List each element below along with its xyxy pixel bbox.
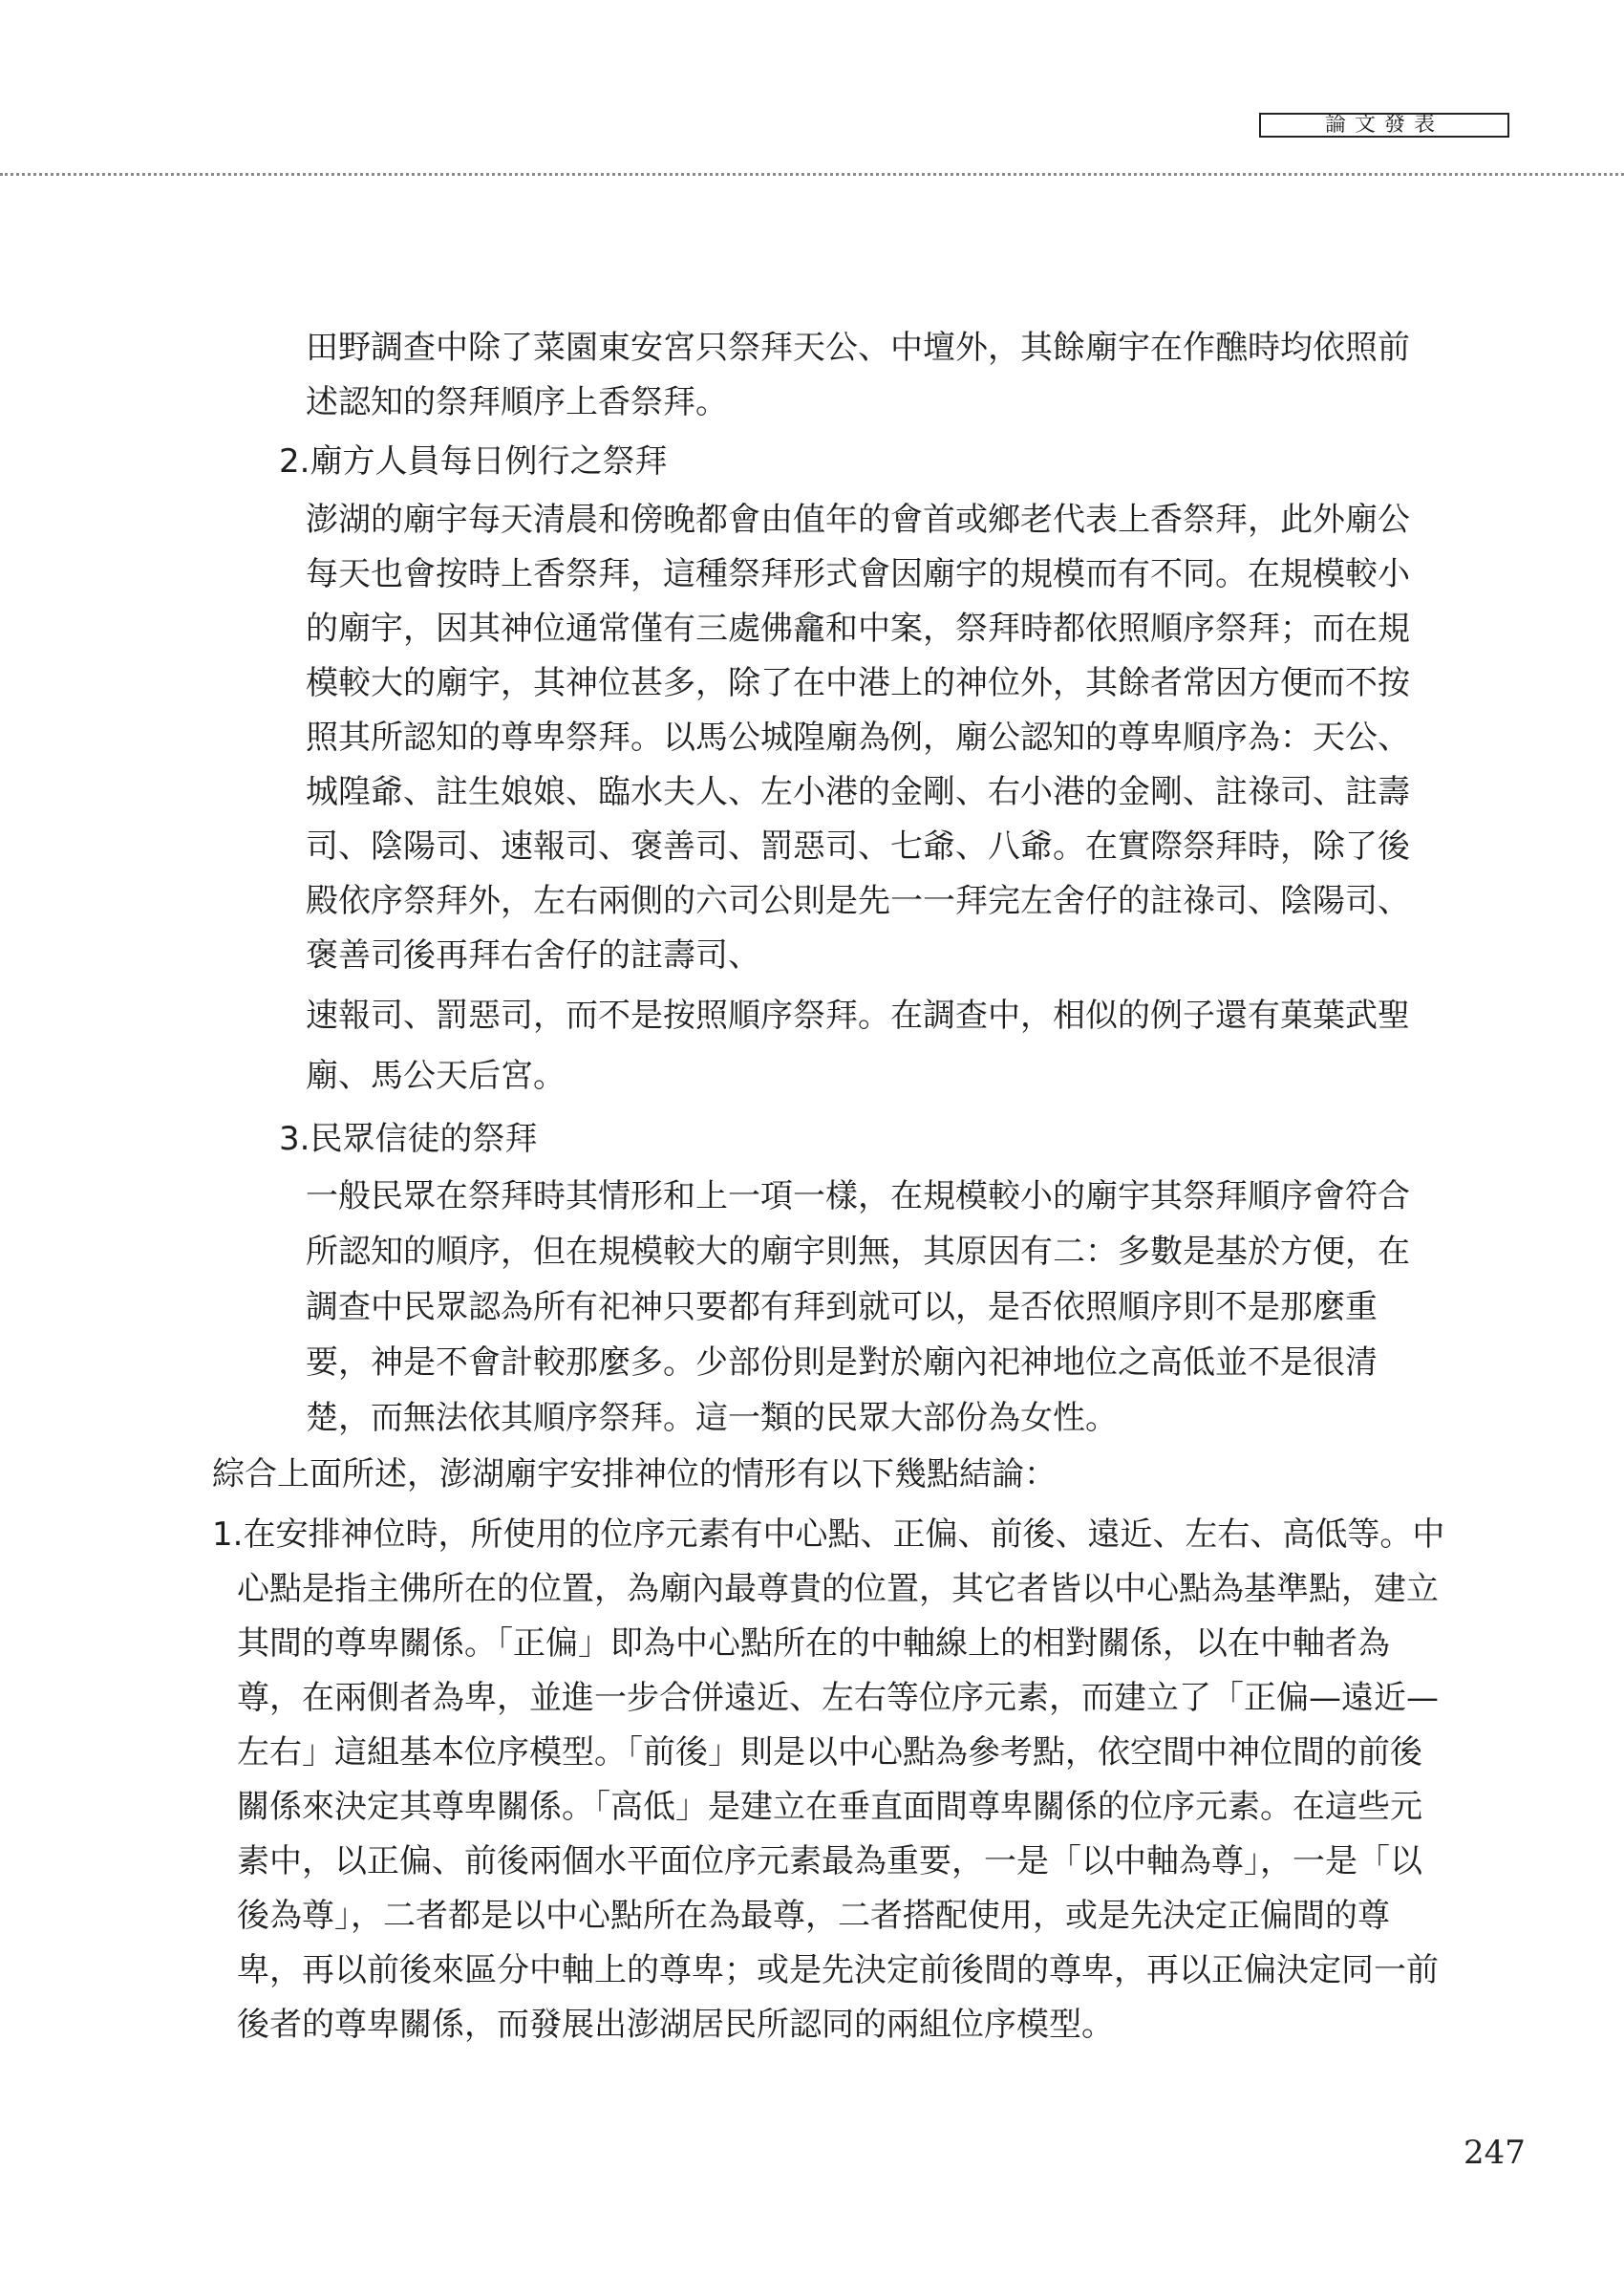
text-line: 田野調查中除了菜園東安宮只祭拜天公、中壇外，其餘廟宇在作醮時均依照前 (306, 329, 1410, 367)
text-line: 的廟宇，因其神位通常僅有三處佛龕和中案，祭拜時都依照順序祭拜；而在規 (306, 610, 1410, 648)
text-line: 調查中民眾認為所有祀神只要都有拜到就可以，是否依照順序則不是那麼重 (306, 1288, 1378, 1326)
section-label: 論文發表 (1259, 113, 1509, 138)
conclusion-line: 1.在安排神位時，所使用的位序元素有中心點、正偏、前後、遠近、左右、高低等。中 (212, 1515, 1445, 1554)
text-line: 照其所認知的尊卑祭拜。以馬公城隍廟為例，廟公認知的尊卑順序為：天公、 (306, 719, 1410, 757)
conclusion-line: 後為尊」，二者都是以中心點所在為最尊，二者搭配使用，或是先決定正偏間的尊 (237, 1897, 1390, 1935)
page-number: 247 (1464, 2134, 1526, 2172)
text-line: 要，神是不會計較那麼多。少部份則是對於廟內祀神地位之高低並不是很清 (306, 1343, 1378, 1382)
conclusion-line: 心點是指主佛所在的位置，為廟內最尊貴的位置，其它者皆以中心點為基準點，建立 (237, 1570, 1439, 1608)
text-line: 褒善司後再拜右舍仔的註壽司、 (306, 936, 760, 975)
text-line: 殿依序祭拜外，左右兩側的六司公則是先一一拜完左舍仔的註祿司、陰陽司、 (306, 882, 1410, 920)
text-line: 司、陰陽司、速報司、褒善司、罰惡司、七爺、八爺。在實際祭拜時，除了後 (306, 827, 1410, 866)
conclusion-line: 尊，在兩側者為卑，並進一步合併遠近、左右等位序元素，而建立了「正偏—遠近— (237, 1679, 1439, 1717)
text-line: 每天也會按時上香祭拜，這種祭拜形式會因廟宇的規模而有不同。在規模較小 (306, 555, 1410, 593)
text-line: 澎湖的廟宇每天清晨和傍晚都會由值年的會首或鄉老代表上香祭拜，此外廟公 (306, 501, 1410, 539)
subsection-heading: 2.廟方人員每日例行之祭拜 (279, 442, 668, 481)
text-line: 述認知的祭拜順序上香祭拜。 (306, 383, 728, 421)
subsection-heading: 3.民眾信徒的祭拜 (279, 1120, 538, 1158)
text-line: 一般民眾在祭拜時其情形和上一項一樣，在規模較小的廟宇其祭拜順序會符合 (306, 1177, 1410, 1215)
text-line: 速報司、罰惡司，而不是按照順序祭拜。在調查中，相似的例子還有菓葉武聖 (306, 997, 1410, 1035)
conclusion-line: 其間的尊卑關係。「正偏」即為中心點所在的中軸線上的相對關係，以在中軸者為 (237, 1624, 1390, 1663)
header-divider (0, 173, 1624, 176)
conclusion-line: 素中，以正偏、前後兩個水平面位序元素最為重要，一是「以中軸為尊」，一是「以 (237, 1842, 1422, 1880)
text-line: 城隍爺、註生娘娘、臨水夫人、左小港的金剛、右小港的金剛、註祿司、註壽 (306, 773, 1410, 811)
text-line: 楚，而無法依其順序祭拜。這一類的民眾大部份為女性。 (306, 1399, 1118, 1437)
text-line: 所認知的順序，但在規模較大的廟宇則無，其原因有二：多數是基於方便，在 (306, 1233, 1410, 1271)
text-line: 模較大的廟宇，其神位甚多，除了在中港上的神位外，其餘者常因方便而不按 (306, 664, 1410, 702)
text-line: 廟、馬公天后宮。 (306, 1057, 566, 1095)
conclusion-line: 關係來決定其尊卑關係。「高低」是建立在垂直面間尊卑關係的位序元素。在這些元 (237, 1788, 1422, 1826)
conclusion-line: 左右」這組基本位序模型。「前後」則是以中心點為參考點，依空間中神位間的前後 (237, 1733, 1422, 1772)
conclusion-line: 卑，再以前後來區分中軸上的尊卑；或是先決定前後間的尊卑，再以正偏決定同一前 (237, 1951, 1439, 1989)
summary-line: 綜合上面所述，澎湖廟宇安排神位的情形有以下幾點結論： (212, 1455, 1057, 1493)
conclusion-line: 後者的尊卑關係，而發展出澎湖居民所認同的兩組位序模型。 (237, 2006, 1114, 2044)
